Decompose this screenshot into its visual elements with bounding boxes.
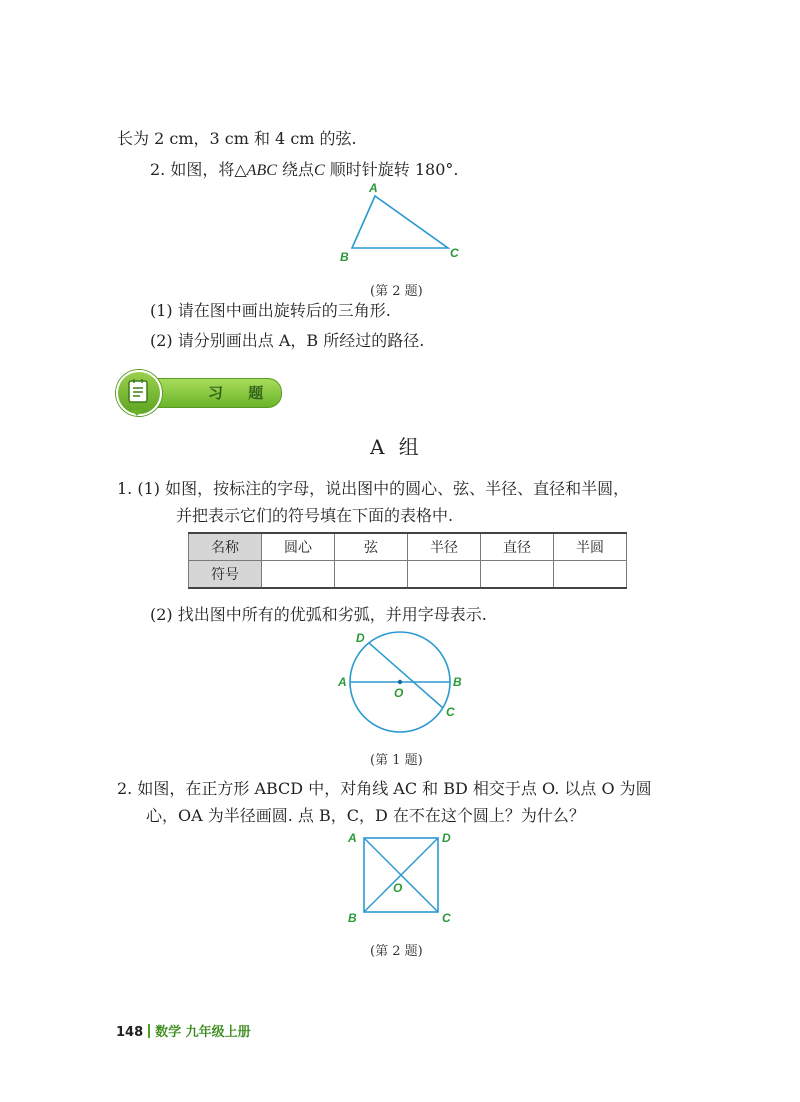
table-row-label: 符号	[189, 561, 262, 589]
table-header-cell: 半径	[408, 533, 481, 561]
circle-label-c: C	[446, 705, 455, 719]
table-header-row	[189, 533, 627, 561]
table-header-cell: 半圆	[554, 533, 627, 561]
question-2-triangle: ABC	[246, 162, 277, 179]
question-2-suffix: 顺时针旋转 180°.	[324, 160, 459, 179]
book-title: 数学 九年级上册	[155, 1025, 251, 1040]
exercise-2-line1: 2. 如图，在正方形 ABCD 中，对角线 AC 和 BD 相交于点 O. 以点 O 为圆	[117, 779, 652, 798]
exercise-1-sub2: (2) 找出图中所有的优弧和劣弧，并用字母表示.	[150, 605, 487, 624]
circle-label-o: O	[394, 686, 404, 700]
table-cell	[262, 561, 335, 589]
notebook-icon	[126, 378, 150, 406]
center-point	[398, 680, 402, 684]
badge-pointer-icon	[131, 410, 143, 416]
triangle-label-a: A	[369, 181, 378, 195]
table-header-cell: 名称	[189, 533, 262, 561]
symbol-table	[188, 532, 627, 589]
circle-label-a: A	[338, 675, 347, 689]
chord-dc	[369, 643, 443, 708]
square-label-a: A	[348, 831, 357, 845]
circle-label-d: D	[356, 631, 365, 645]
circle-label-b: B	[453, 675, 462, 689]
figure-caption-ex2: (第 2 题)	[370, 944, 423, 959]
question-2-point: C	[313, 162, 325, 179]
figure-caption-q2: (第 2 题)	[370, 284, 423, 299]
triangle-label-b: B	[340, 250, 349, 264]
square-figure	[342, 828, 462, 928]
table-cell	[335, 561, 408, 589]
circle-figure	[330, 628, 470, 740]
exercise-1-line2: 并把表示它们的符号填在下面的表格中.	[176, 506, 454, 525]
triangle-abc	[352, 196, 448, 248]
triangle-label-c: C	[450, 246, 459, 260]
subquestion-1: (1) 请在图中画出旋转后的三角形.	[150, 301, 391, 320]
badge-label: 习 题	[208, 384, 274, 402]
footer-divider	[148, 1024, 150, 1038]
question-2-mid: 绕点	[276, 160, 314, 179]
table-header-cell: 直径	[481, 533, 554, 561]
page-number: 148	[116, 1025, 144, 1040]
table-header-cell: 弦	[335, 533, 408, 561]
table-header-cell: 圆心	[262, 533, 335, 561]
subquestion-2: (2) 请分别画出点 A，B 所经过的路径.	[150, 331, 425, 350]
square-label-c: C	[442, 911, 451, 925]
question-2-prefix: 2. 如图，将△	[150, 160, 247, 179]
exercise-1-line1: 1. (1) 如图，按标注的字母，说出图中的圆心、弦、半径、直径和半圆，	[117, 479, 630, 498]
square-label-b: B	[348, 911, 357, 925]
table-cell	[554, 561, 627, 589]
table-row	[189, 561, 627, 589]
table-cell	[408, 561, 481, 589]
square-label-d: D	[442, 831, 451, 845]
exercise-2-line2: 心，OA 为半径画圆. 点 B，C，D 在不在这个圆上？为什么？	[146, 806, 585, 825]
table-cell	[481, 561, 554, 589]
figure-caption-ex1: (第 1 题)	[370, 753, 423, 768]
section-title: A 组	[370, 435, 423, 459]
triangle-figure	[330, 178, 470, 268]
square-label-o: O	[393, 881, 403, 895]
exercise-badge	[116, 370, 282, 416]
continued-text: 长为 2 cm，3 cm 和 4 cm 的弦.	[117, 129, 357, 148]
page-footer	[116, 1021, 251, 1040]
